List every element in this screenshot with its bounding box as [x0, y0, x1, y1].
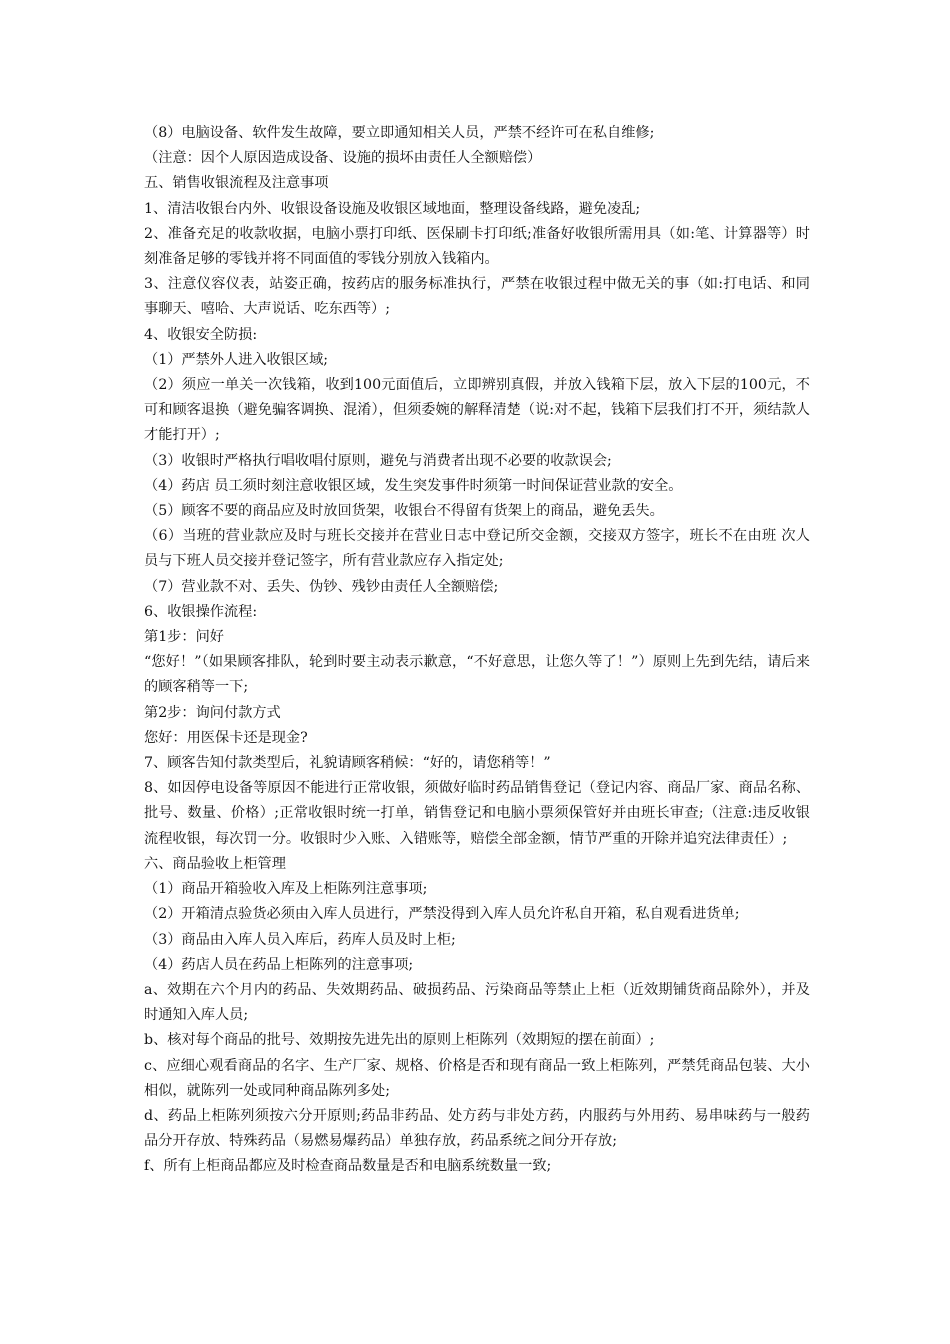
paragraph-26: （4）药店人员在药品上柜陈列的注意事项;	[144, 956, 414, 973]
paragraph-1: （8）电脑设备、软件发生故障，要立即通知相关人员，严禁不经许可在私自维修;	[144, 125, 655, 141]
paragraph-16: 第1步：问好	[144, 629, 224, 646]
paragraph-4: 1、清洁收银台内外、收银设备设施及收银区域地面，整理设备线路，避免凌乱;	[144, 200, 641, 217]
paragraph-19: 您好：用医保卡还是现金?	[144, 729, 308, 746]
paragraph-21: 8、如因停电设备等原因不能进行正常收银，须做好临时药品销售登记（登记内容、商品厂家、商品名称、批号、数量、价格）;正常收银时统一打单，销售登记和电脑小票须保管好并由班长审查;（注意:违反收银流程收银，每次罚一分。收银时少入账、入错账等，赔偿全部金额，情节严重的开除并追究法律责任）;	[144, 780, 810, 847]
section-heading-6: 六、商品验收上柜管理	[144, 855, 286, 872]
paragraph-14: （7）营业款不对、丢失、伪钞、残钞由责任人全额赔偿;	[144, 578, 499, 595]
paragraph-31: f、所有上柜商品都应及时检查商品数量是否和电脑系统数量一致;	[144, 1158, 552, 1175]
paragraph-8: （1）严禁外人进入收银区域;	[144, 351, 329, 368]
paragraph-6: 3、注意仪容仪表，站姿正确，按药店的服务标准执行，严禁在收银过程中做无关的事（如:打电话、和同事聊天、嘻哈、大声说话、吃东西等）;	[144, 276, 810, 318]
paragraph-30: d、药品上柜陈列须按六分开原则;药品非药品、处方药与非处方药，内服药与外用药、易串味药与一般药品分开存放、特殊药品（易燃易爆药品）单独存放，药品系统之间分开存放;	[144, 1107, 810, 1150]
paragraph-18: 第2步：询问付款方式	[144, 704, 281, 721]
paragraph-28: b、核对每个商品的批号、效期按先进先出的原则上柜陈列（效期短的摆在前面）;	[144, 1032, 655, 1049]
section-heading-5: 五、销售收银流程及注意事项	[144, 175, 329, 192]
paragraph-10: （3）收银时严格执行唱收唱付原则，避免与消费者出现不必要的收款误会;	[144, 452, 612, 469]
paragraph-2: （注意：因个人原因造成设备、设施的损坏由责任人全额赔偿）	[144, 150, 542, 167]
paragraph-15: 6、收银操作流程:	[144, 603, 258, 620]
paragraph-17: “您好！”（如果顾客排队，轮到时要主动表示歉意，“不好意思，让您久等了！”）原则上先到先结，请后来的顾客稍等一下;	[144, 654, 810, 696]
paragraph-9: （2）须应一单关一次钱箱，收到100元面值后，立即辨别真假，并放入钱箱下层，放入下层的100元，不可和顾客退换（避免骗客调换、混淆），但须委婉的解释清楚（说:对不起，钱箱下层我们打不开，须结款人才能打开）;	[144, 377, 810, 444]
paragraph-12: （5）顾客不要的商品应及时放回货架，收银台不得留有货架上的商品，避免丢失。	[144, 503, 664, 520]
document-body	[144, 121, 810, 1180]
paragraph-29: c、应细心观看商品的名字、生产厂家、规格、价格是否和现有商品一致上柜陈列，严禁凭商品包装、大小相似，就陈列一处或同种商品陈列多处;	[144, 1057, 810, 1099]
paragraph-11: （4）药店 员工须时刻注意收银区域，发生突发事件时须第一时间保证营业款的安全。	[144, 477, 683, 494]
paragraph-27: a、效期在六个月内的药品、失效期药品、破损药品、污染商品等禁止上柜（近效期铺货商品除外），并及时通知入库人员;	[144, 981, 810, 1024]
paragraph-20: 7、顾客告知付款类型后，礼貌请顾客稍候：“好的，请您稍等！”	[144, 755, 551, 772]
paragraph-24: （2）开箱清点验货必须由入库人员进行，严禁没得到入库人员允许私自开箱，私自观看进货单;	[144, 906, 740, 923]
paragraph-23: （1）商品开箱验收入库及上柜陈列注意事项;	[144, 881, 428, 898]
paragraph-7: 4、收银安全防损:	[144, 326, 258, 343]
paragraph-25: （3）商品由入库人员入库后，药库人员及时上柜;	[144, 931, 456, 948]
paragraph-5: 2、准备充足的收款收据，电脑小票打印纸、医保刷卡打印纸;准备好收银所需用具（如:笔、计算器等）时刻准备足够的零钱并将不同面值的零钱分别放入钱箱内。	[144, 225, 810, 268]
paragraph-13: （6）当班的营业款应及时与班长交接并在营业日志中登记所交金额，交接双方签字，班长不在由班 次人员与下班人员交接并登记签字，所有营业款应存入指定处;	[144, 528, 810, 570]
